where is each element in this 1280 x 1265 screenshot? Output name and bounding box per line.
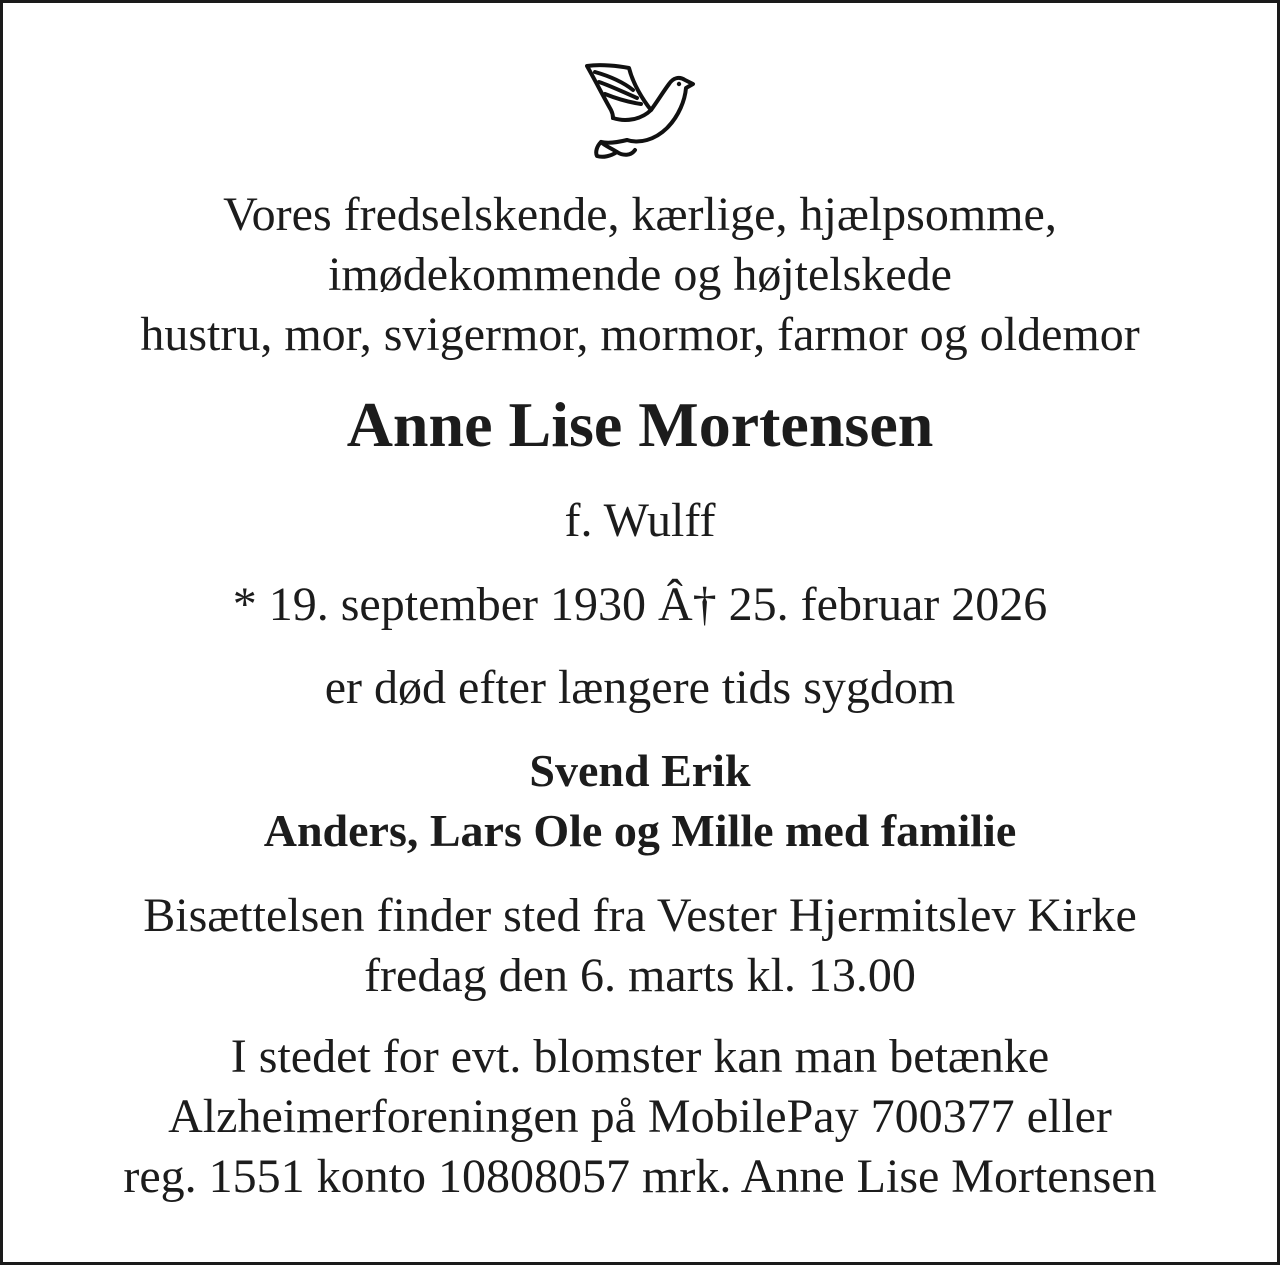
cause-text: er død efter længere tids sygdom: [324, 661, 956, 714]
family-line: Svend Erik: [529, 745, 751, 796]
donation-line: reg. 1551 konto 10808057 mrk. Anne Lise Mortensen: [123, 1150, 1157, 1203]
intro-text: [0, 185, 1280, 365]
family-names: [0, 741, 1280, 861]
deceased-name: Anne Lise Mortensen: [346, 389, 934, 460]
intro-line: hustru, mor, svigermor, mormor, farmor og oldemor: [140, 308, 1140, 361]
funeral-line: Bisættelsen finder sted fra Vester Hjermitslev Kirke: [143, 889, 1137, 942]
funeral-info: [0, 886, 1280, 1006]
donation-line: Alzheimerforeningen på MobilePay 700377 eller: [168, 1090, 1112, 1143]
dove-icon: [583, 60, 697, 166]
funeral-line: fredag den 6. marts kl. 13.00: [364, 949, 916, 1002]
maiden-name: f. Wulff: [564, 494, 716, 547]
donation-info: [0, 1027, 1280, 1207]
donation-line: I stedet for evt. blomster kan man betænke: [230, 1030, 1050, 1083]
family-line: Anders, Lars Ole og Mille med familie: [263, 805, 1017, 856]
intro-line: Vores fredselskende, kærlige, hjælpsomme,: [223, 188, 1057, 241]
intro-line: imødekommende og højtelskede: [328, 248, 952, 301]
life-dates: * 19. september 1930 Â† 25. februar 2026: [232, 578, 1048, 631]
